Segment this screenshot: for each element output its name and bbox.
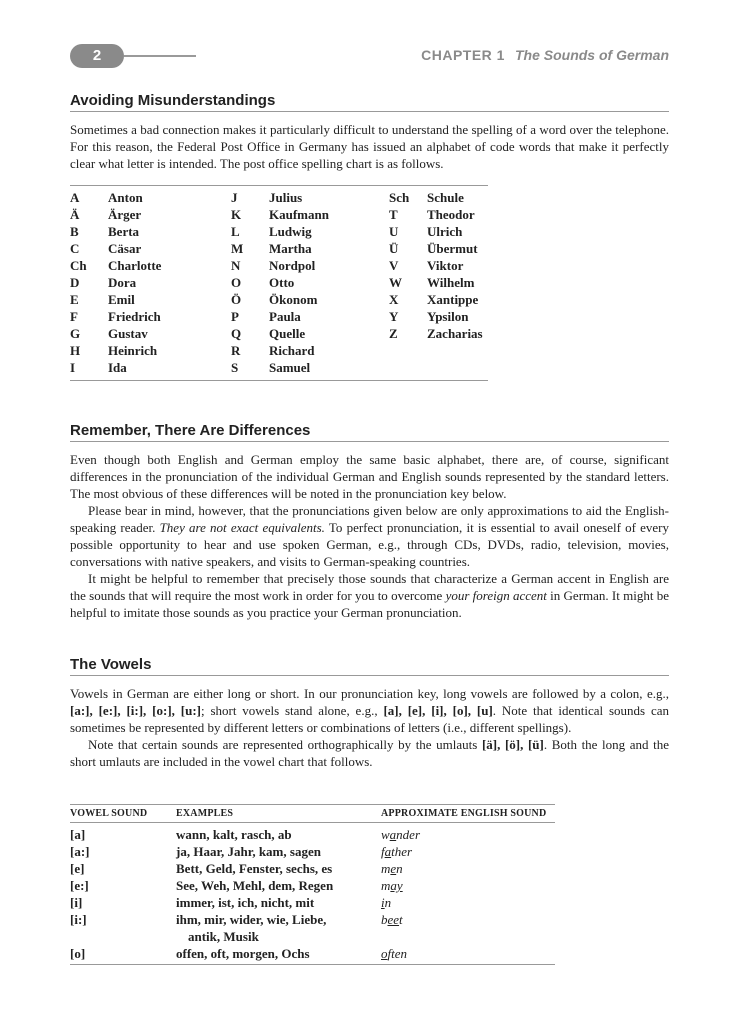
spelling-word: Friedrich <box>108 309 161 324</box>
column-header: EXAMPLES <box>176 808 234 819</box>
spelling-word: Otto <box>269 275 295 290</box>
vowel-chart <box>70 804 555 965</box>
vowel-examples: Bett, Geld, Fenster, sechs, es <box>176 861 333 876</box>
spelling-word: Berta <box>108 224 140 239</box>
spelling-word: Ludwig <box>269 224 312 239</box>
spelling-word: Ypsilon <box>427 309 469 324</box>
spelling-row <box>389 258 488 275</box>
spelling-row <box>70 207 231 224</box>
spelling-word: Ulrich <box>427 224 463 239</box>
spelling-row <box>389 207 488 224</box>
section-rule <box>70 111 669 112</box>
spelling-column-1 <box>70 190 231 377</box>
column-header: APPROXIMATE ENGLISH SOUND <box>381 808 547 819</box>
vowel-examples: ihm, mir, wider, wie, Liebe, antik, Musik <box>176 911 381 945</box>
spelling-word: Schule <box>427 190 464 205</box>
spelling-letter: O <box>231 275 242 290</box>
section-heading-differences: Remember, There Are Differences <box>70 422 311 439</box>
page-number: 2 <box>70 44 124 68</box>
paragraph: Sometimes a bad connection makes it particularly difficult to understand the spelling of a word over the telephone. For this reason, the Federal Post Office in Germany has issued an alphabet of code words that make it perfectly clear what letter is intended. The post office spelling chart is as follows. <box>70 122 669 171</box>
english-sound: beet <box>381 912 403 927</box>
chapter-label: CHAPTER 1 <box>421 47 505 63</box>
vowel-examples-cont: antik, Musik <box>188 929 259 944</box>
english-sound: in <box>381 895 392 910</box>
spelling-letter: Y <box>389 309 399 324</box>
spelling-word: Martha <box>269 241 312 256</box>
spelling-word: Charlotte <box>108 258 162 273</box>
spelling-row <box>70 309 231 326</box>
section1-body <box>70 121 669 172</box>
spelling-word: Ärger <box>108 207 142 222</box>
table-rule <box>70 964 555 965</box>
spelling-word: Richard <box>269 343 315 358</box>
spelling-letter: U <box>389 224 399 239</box>
spelling-row <box>70 326 231 343</box>
english-sound: may <box>381 878 403 893</box>
vowel-sound: [e] <box>70 861 85 876</box>
spelling-letter: Ü <box>389 241 399 256</box>
spelling-word: Gustav <box>108 326 148 341</box>
spelling-row <box>389 309 488 326</box>
spelling-row <box>389 292 488 309</box>
vowel-examples: wann, kalt, rasch, ab <box>176 827 292 842</box>
spelling-word: Übermut <box>427 241 478 256</box>
header-rule <box>124 55 196 57</box>
spelling-letter: H <box>70 343 81 358</box>
spelling-row <box>389 241 488 258</box>
table-row <box>70 945 555 962</box>
spelling-letter: K <box>231 207 242 222</box>
spelling-row <box>70 360 231 377</box>
vowel-sound: [a:] <box>70 844 90 859</box>
section-heading-misunderstandings: Avoiding Misunderstandings <box>70 92 276 109</box>
spelling-letter: R <box>231 343 241 358</box>
table-row <box>70 860 555 877</box>
spelling-word: Paula <box>269 309 301 324</box>
spelling-word: Kaufmann <box>269 207 329 222</box>
column-header: VOWEL SOUND <box>70 808 148 819</box>
running-head <box>421 47 669 63</box>
spelling-row <box>231 360 389 377</box>
section-rule <box>70 441 669 442</box>
spelling-word: Viktor <box>427 258 464 273</box>
table-row <box>70 894 555 911</box>
spelling-word: Zacharias <box>427 326 483 341</box>
spelling-row <box>389 275 488 292</box>
spelling-letter: F <box>70 309 78 324</box>
spelling-row <box>70 258 231 275</box>
spelling-letter: V <box>389 258 399 273</box>
paragraph: Note that certain sounds are represented orthographically by the umlauts [ä], [ö], [ü]. Both the long and the short umlauts are included in the vowel chart that follows. <box>70 737 669 769</box>
spelling-letter: J <box>231 190 238 205</box>
table-row <box>70 843 555 860</box>
spelling-letter: Z <box>389 326 398 341</box>
spelling-word: Xantippe <box>427 292 479 307</box>
spelling-word: Julius <box>269 190 303 205</box>
section-rule <box>70 675 669 676</box>
spelling-word: Heinrich <box>108 343 158 358</box>
spelling-column-3 <box>389 190 488 377</box>
spelling-word: Nordpol <box>269 258 316 273</box>
spelling-row <box>231 224 389 241</box>
chapter-title: The Sounds of German <box>514 47 669 63</box>
paragraph: Please bear in mind, however, that the pronunciations given below are only approximations to aid the English-speaking reader. They are not exact equivalents. To perfect pronunciation, it is essential to avail oneself of every possible opportunity to hear and use spoken German, e.g., through CDs, DVDs, radio, television, movies, conversations with native speakers, and visits to German-speaking countries. <box>70 503 669 569</box>
spelling-row <box>231 292 389 309</box>
spelling-row <box>231 207 389 224</box>
vowel-examples: offen, oft, morgen, Ochs <box>176 946 310 961</box>
vowel-examples: See, Weh, Mehl, dem, Regen <box>176 878 334 893</box>
spelling-letter: G <box>70 326 81 341</box>
spelling-letter: Ö <box>231 292 242 307</box>
spelling-letter: L <box>231 224 240 239</box>
spelling-word: Anton <box>108 190 143 205</box>
spelling-row <box>70 275 231 292</box>
spelling-letter: Sch <box>389 190 410 205</box>
spelling-letter: W <box>389 275 402 290</box>
spelling-row <box>231 326 389 343</box>
spelling-letter: S <box>231 360 239 375</box>
vowel-chart-header <box>70 804 555 823</box>
spelling-word: Samuel <box>269 360 311 375</box>
section-heading-vowels: The Vowels <box>70 656 152 673</box>
table-row <box>70 826 555 843</box>
spelling-word: Ida <box>108 360 127 375</box>
spelling-row <box>231 343 389 360</box>
spelling-row <box>70 224 231 241</box>
paragraph: Even though both English and German employ the same basic alphabet, there are, of course, significant differences in the pronunciation of the individual German and English sounds represented by the standard letters. The most obvious of these differences will be noted in the pronunciation key below. <box>70 452 669 501</box>
paragraph: Vowels in German are either long or short. In our pronunciation key, long vowels are followed by a colon, e.g., [a:], [e:], [i:], [o:], [u:]; short vowels stand alone, e.g., [a], [e], [i], [o], [u]. Note that identical sounds can sometimes be represented by different letters or combinations of letters (i.e., different spellings). <box>70 686 669 735</box>
spelling-letter: P <box>231 309 239 324</box>
spelling-letter: B <box>70 224 79 239</box>
spelling-letter: D <box>70 275 80 290</box>
vowel-examples: immer, ist, ich, nicht, mit <box>176 895 315 910</box>
english-sound: men <box>381 861 403 876</box>
english-sound: often <box>381 946 407 961</box>
spelling-row <box>389 326 488 343</box>
spelling-word: Dora <box>108 275 137 290</box>
spelling-letter: Ä <box>70 207 80 222</box>
spelling-row <box>389 190 488 207</box>
table-row <box>70 911 555 945</box>
spelling-word: Cäsar <box>108 241 142 256</box>
spelling-row <box>231 241 389 258</box>
spelling-letter: Ch <box>70 258 87 273</box>
spelling-word: Emil <box>108 292 135 307</box>
spelling-word: Ökonom <box>269 292 318 307</box>
spelling-row <box>70 292 231 309</box>
spelling-column-2 <box>231 190 389 377</box>
spelling-row <box>231 309 389 326</box>
spelling-chart <box>70 185 488 381</box>
spelling-row <box>389 224 488 241</box>
spelling-word: Wilhelm <box>427 275 475 290</box>
spelling-row <box>70 343 231 360</box>
spelling-letter: Q <box>231 326 242 341</box>
table-row <box>70 877 555 894</box>
vowel-sound: [i:] <box>70 912 87 927</box>
spelling-row <box>70 190 231 207</box>
section3-body <box>70 685 669 770</box>
spelling-row <box>70 241 231 258</box>
spelling-letter: M <box>231 241 244 256</box>
spelling-word: Theodor <box>427 207 475 222</box>
paragraph: It might be helpful to remember that precisely those sounds that characterize a German accent in English are the sounds that will require the most work in order for you to overcome your foreign accent in German. It might be helpful to imitate those sounds as you practice your German pronunciation. <box>70 571 669 620</box>
vowel-sound: [i] <box>70 895 83 910</box>
spelling-row <box>231 258 389 275</box>
spelling-letter: N <box>231 258 241 273</box>
spelling-letter: I <box>70 360 76 375</box>
spelling-letter: X <box>389 292 399 307</box>
vowel-sound: [o] <box>70 946 86 961</box>
english-sound: father <box>381 844 413 859</box>
vowel-examples: ja, Haar, Jahr, kam, sagen <box>176 844 321 859</box>
spelling-row <box>231 275 389 292</box>
spelling-word: Quelle <box>269 326 306 341</box>
spelling-letter: E <box>70 292 79 307</box>
spelling-row <box>231 190 389 207</box>
spelling-letter: T <box>389 207 398 222</box>
vowel-sound: [a] <box>70 827 86 842</box>
section2-body <box>70 451 669 621</box>
spelling-letter: C <box>70 241 80 256</box>
spelling-letter: A <box>70 190 80 205</box>
vowel-chart-body <box>70 823 555 962</box>
vowel-sound: [e:] <box>70 878 89 893</box>
english-sound: wander <box>381 827 421 842</box>
